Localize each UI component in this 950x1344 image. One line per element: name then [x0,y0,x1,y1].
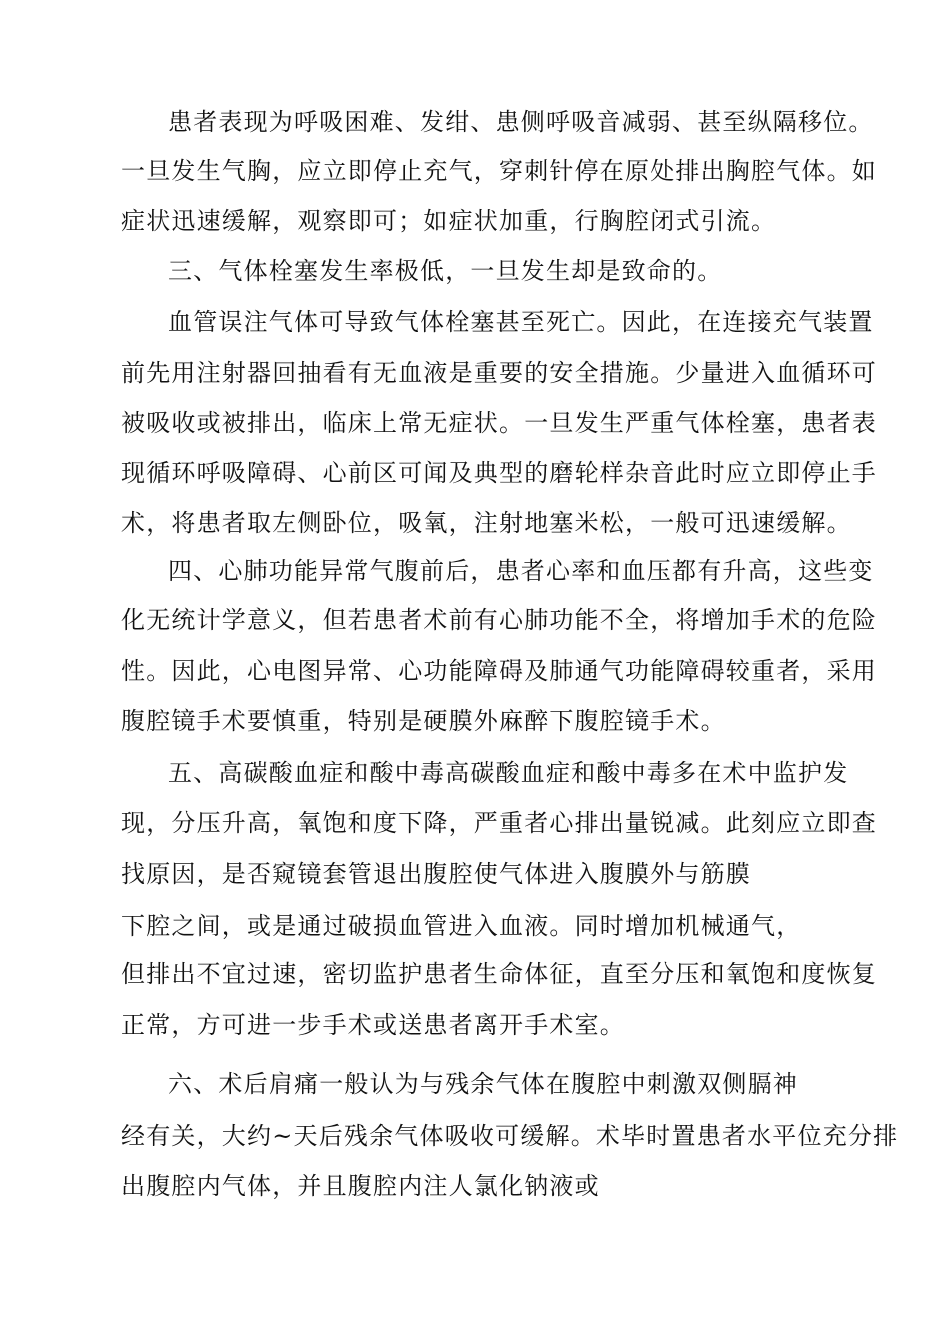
text-line: 术，将患者取左侧卧位，吸氧，注射地塞米松，一般可迅速缓解。 [121,509,852,537]
text-line: 现，分压升高，氧饱和度下降，严重者心排出量锐减。此刻应立即查 [121,809,877,837]
text-line: 正常，方可进一步手术或送患者离开手术室。 [121,1011,625,1039]
section-heading-line: 四、心肺功能异常气腹前后，患者心率和血压都有升高，这些变 [168,557,874,585]
text-line: 性。因此，心电图异常、心功能障碍及肺通气功能障碍较重者，采用 [121,657,877,685]
text-line: 症状迅速缓解，观察即可；如症状加重，行胸腔闭式引流。 [121,207,777,235]
text-line: 化无统计学意义，但若患者术前有心肺功能不全，将增加手术的危险 [121,606,877,634]
section-heading-line: 三、气体栓塞发生率极低，一旦发生却是致命的。 [168,257,723,285]
text-line: 经有关，大约~天后残余气体吸收可缓解。术毕时置患者水平位充分排 [121,1122,899,1150]
text-line: 出腹腔内气体，并且腹腔内注人氯化钠液或 [121,1172,600,1200]
text-line: 找原因，是否窥镜套管退出腹腔使气体进入腹膜外与筋膜 [121,860,751,888]
text-line: 下腔之间，或是通过破损血管进入血液。同时增加机械通气， [121,912,802,940]
section-heading-line: 五、高碳酸血症和酸中毒高碳酸血症和酸中毒多在术中监护发 [168,759,849,787]
text-line: 被吸收或被排出，临床上常无症状。一旦发生严重气体栓塞，患者表 [121,409,877,437]
text-line: 腹腔镜手术要慎重，特别是硬膜外麻醉下腹腔镜手术。 [121,707,726,735]
text-line: 现循环呼吸障碍、心前区可闻及典型的磨轮样杂音此时应立即停止手 [121,459,877,487]
text-line: 患者表现为呼吸困难、发绀、患侧呼吸音减弱、甚至纵隔移位。 [168,108,874,136]
section-heading-line: 六、术后肩痛一般认为与残余气体在腹腔中刺激双侧膈神 [168,1070,798,1098]
text-line: 但排出不宜过速，密切监护患者生命体征，直至分压和氧饱和度恢复 [121,960,877,988]
text-line: 前先用注射器回抽看有无血液是重要的安全措施。少量进入血循环可 [121,359,877,387]
text-line: 一旦发生气胸，应立即停止充气，穿刺针停在原处排出胸腔气体。如 [121,157,877,185]
text-line: 血管误注气体可导致气体栓塞甚至死亡。因此，在连接充气装置 [168,308,874,336]
